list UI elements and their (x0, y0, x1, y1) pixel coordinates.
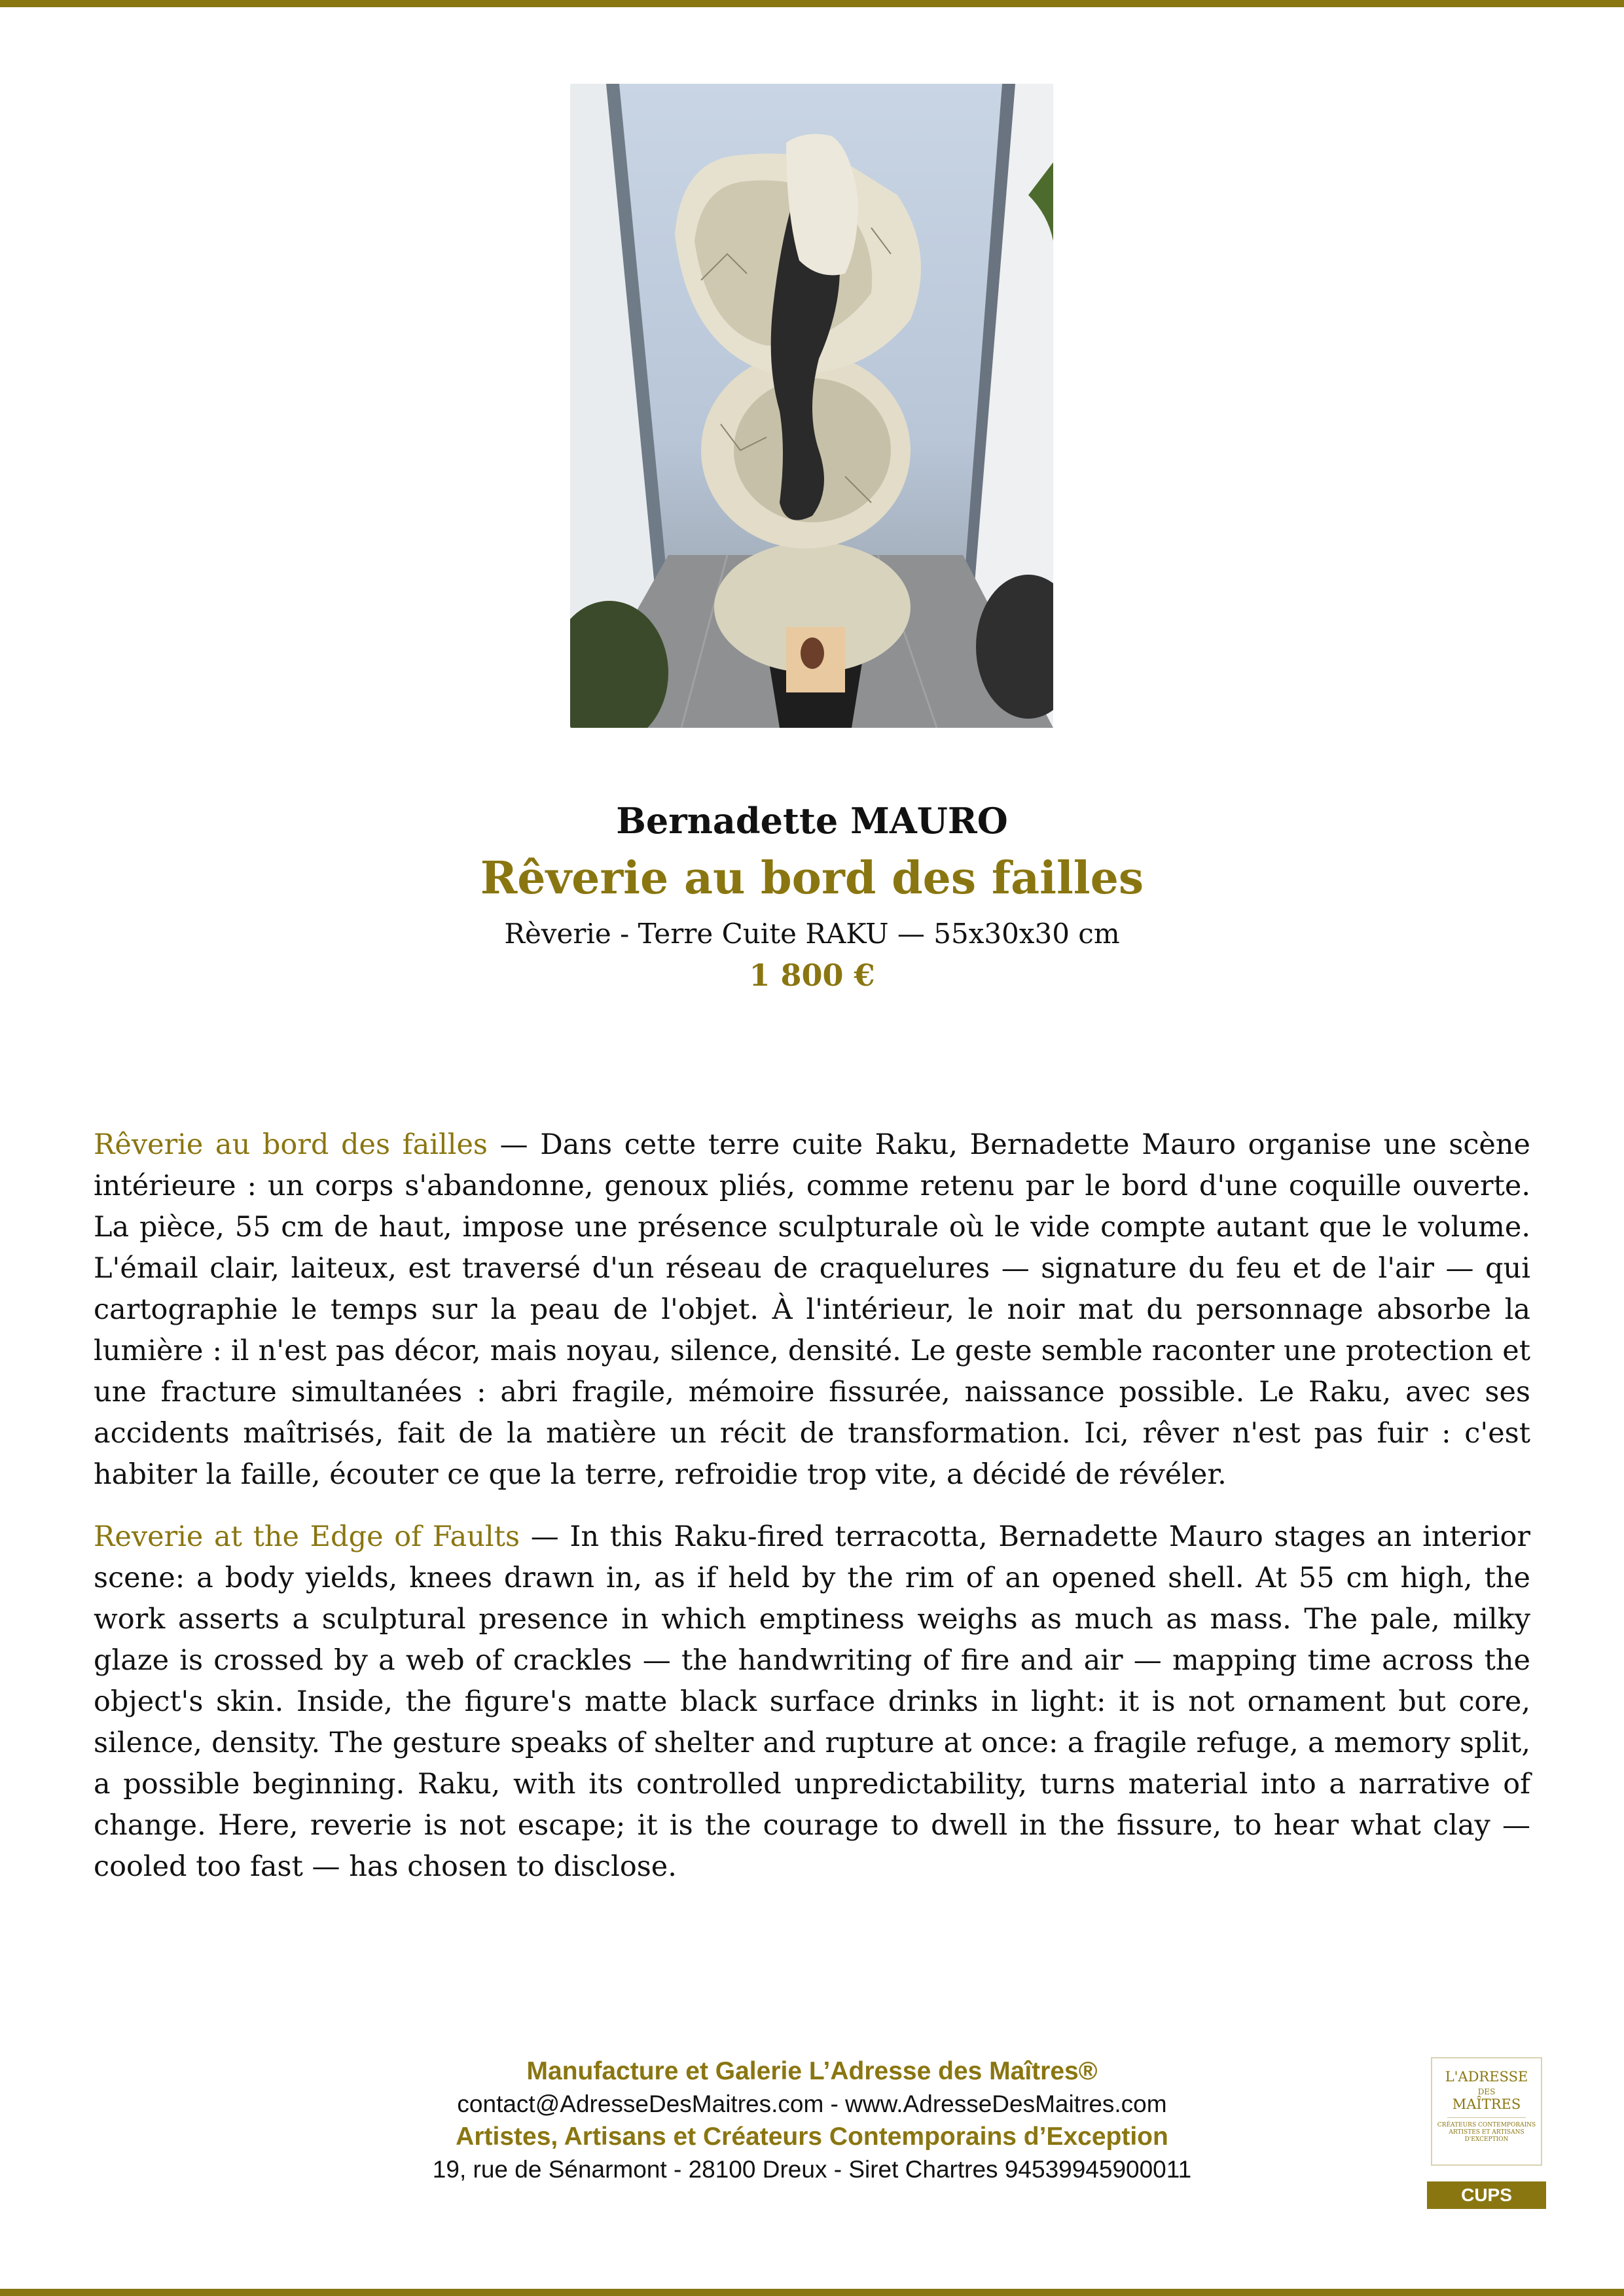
artwork-title: Rêverie au bord des failles (480, 852, 1144, 905)
description-french-lead: Rêverie au bord des failles (94, 1128, 488, 1161)
sculpture-illustration (570, 84, 1053, 728)
footer-address: 19, rue de Sénarmont - 28100 Dreux - Siret Chartres 94539945900011 (432, 2156, 1192, 2183)
footer-tagline: Artistes, Artisans et Créateurs Contemporains d’Exception (456, 2123, 1168, 2151)
artwork-price: 1 800 € (749, 958, 875, 993)
description-french-text: — Dans cette terre cuite Raku, Bernadette Mauro organise une scène intérieure : un corps s'abandonne, genoux pliés, comme retenu par le bord d'une coquille ouverte. La pièce, 55 cm de haut, impose une présence sculpturale où le vide compte autant que le volume. L'émail clair, laiteux, est traversé d'un réseau de craquelures — signature du feu et de l'air — qui cartographie le temps sur la peau de l'objet. À l'intérieur, le noir mat du personnage absorbe la lumière : il n'est pas décor, mais noyau, silence, densité. Le geste semble raconter une protection et une fracture simultanées : abri fragile, mémoire fissurée, naissance possible. Le Raku, avec ses accidents maîtrisés, fait de la matière un récit de transformation. Ici, rêver n'est pas fuir : c'est habiter la faille, écouter ce que la terre, refroidie trop vite, a décidé de révéler. (94, 1128, 1530, 1491)
artwork-header (0, 795, 1624, 996)
logo-divider (1447, 2117, 1526, 2118)
description (94, 1124, 1530, 1909)
bottom-rule (0, 2289, 1624, 2296)
footer-contact: contact@AdresseDesMaitres.com - www.AdresseDesMaitres.com (457, 2090, 1167, 2117)
artwork-subtitle: Rèverie - Terre Cuite RAKU — 55x30x30 cm (504, 918, 1120, 950)
description-english (94, 1516, 1530, 1888)
description-french (94, 1124, 1530, 1496)
top-rule (0, 0, 1624, 7)
footer-company: Manufacture et Galerie L’Adresse des Maîtres® (526, 2057, 1098, 2085)
cups-badge: CUPS (1427, 2181, 1546, 2209)
description-english-text: — In this Raku-fired terracotta, Bernadette Mauro stages an interior scene: a body yields, knees drawn in, as if held by the rim of an opened shell. At 55 cm high, the work asserts a sculptural presence in which emptiness weighs as much as mass. The pale, milky glaze is crossed by a web of crackles — the handwriting of fire and air — mapping time across the object's skin. Inside, the figure's matte black surface drinks in light: it is not ornament but core, silence, density. The gesture speaks of shelter and rupture at once: a fragile refuge, a memory split, a possible beginning. Raku, with its controlled unpredictability, turns material into a narrative of change. Here, reverie is not escape; it is the courage to dwell in the fissure, to hear what clay — cooled too fast — has chosen to disclose. (94, 1520, 1530, 1883)
artist-name: Bernadette MAURO (616, 800, 1008, 842)
logo-line-4: CRÉATEURS CONTEMPORAINS ARTISTES ET ARTISANS D'EXCEPTION (1437, 2122, 1536, 2143)
logo-line-1: L'ADRESSE (1445, 2069, 1528, 2085)
logo-line-3: MAÎTRES (1452, 2096, 1521, 2112)
artwork-photo (570, 84, 1053, 728)
logo-line-2: DES (1477, 2087, 1496, 2096)
gallery-logo (1431, 2057, 1542, 2166)
description-english-lead: Reverie at the Edge of Faults (94, 1520, 520, 1553)
footer (0, 2055, 1624, 2186)
